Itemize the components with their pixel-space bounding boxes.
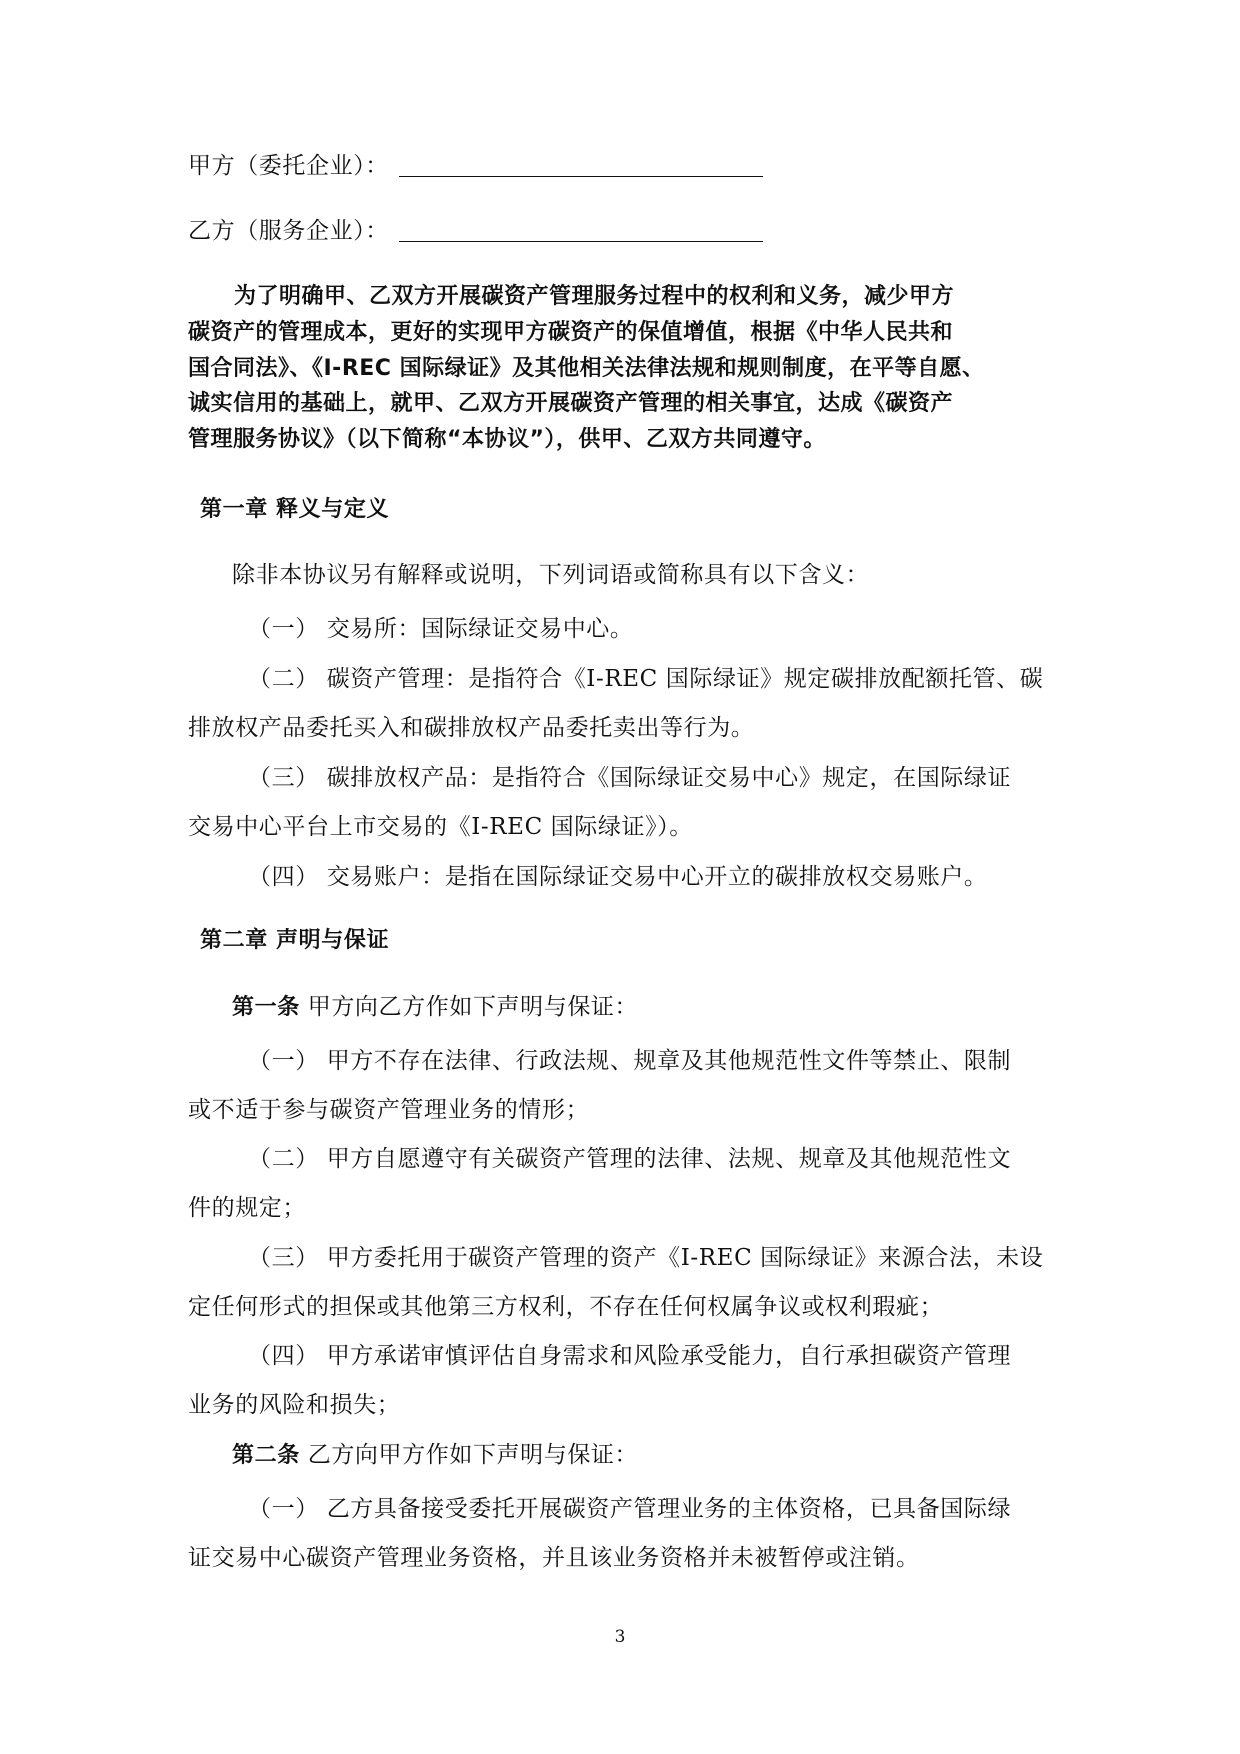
party-a-label: 甲方（委托企业）： xyxy=(188,153,389,179)
article-2-text: 乙方向甲方作如下声明与保证： xyxy=(299,1442,639,1468)
preamble-line-2: 碳资产的管理成本，更好的实现甲方碳资产的保值增值，根据《中华人民共和 xyxy=(188,320,954,345)
party-b-blank-line xyxy=(399,241,763,242)
preamble-line-4: 诚实信用的基础上，就甲、乙双方开展碳资产管理的相关事宜，达成《碳资产 xyxy=(188,391,954,416)
article-1-item-4: （四） 甲方承诺审慎评估自身需求和风险承受能力，自行承担碳资产管理 xyxy=(248,1343,1012,1369)
article-1-item-4-cont: 业务的风险和损失； xyxy=(188,1392,401,1418)
party-a-blank-line xyxy=(399,176,763,177)
page-number: 3 xyxy=(614,1627,626,1647)
article-2-item-1: （一） 乙方具备接受委托开展碳资产管理业务的主体资格，已具备国际绿 xyxy=(248,1496,1012,1522)
chapter-1-intro: 除非本协议另有解释或说明，下列词语或简称具有以下含义： xyxy=(232,562,870,588)
preamble-line-1: 为了明确甲、乙双方开展碳资产管理服务过程中的权利和义务，减少甲方 xyxy=(234,284,955,309)
article-1-item-3-cont: 定任何形式的担保或其他第三方权利，不存在任何权属争议或权利瑕疵； xyxy=(188,1294,944,1320)
definition-item-2: （二） 碳资产管理：是指符合《I-REC 国际绿证》规定碳排放配额托管、碳 xyxy=(248,666,1044,692)
article-1-item-1: （一） 甲方不存在法律、行政法规、规章及其他规范性文件等禁止、限制 xyxy=(248,1048,1012,1074)
article-1-item-3: （三） 甲方委托用于碳资产管理的资产《I-REC 国际绿证》来源合法，未设 xyxy=(248,1245,1044,1271)
definition-item-4: （四） 交易账户：是指在国际绿证交易中心开立的碳排放权交易账户。 xyxy=(248,864,988,890)
article-2-number: 第二条 xyxy=(232,1443,300,1468)
definition-item-3: （三） 碳排放权产品：是指符合《国际绿证交易中心》规定，在国际绿证 xyxy=(248,765,1012,791)
chapter-2-title: 第二章 声明与保证 xyxy=(200,928,390,953)
definition-item-3-cont: 交易中心平台上市交易的《I-REC 国际绿证》）。 xyxy=(188,814,693,840)
preamble-line-5: 管理服务协议》（以下简称“本协议”），供甲、乙双方共同遵守。 xyxy=(188,427,826,452)
preamble-line-3: 国合同法》、《I-REC 国际绿证》及其他相关法律法规和规则制度，在平等自愿、 xyxy=(188,356,985,381)
article-1-item-2: （二） 甲方自愿遵守有关碳资产管理的法律、法规、规章及其他规范性文 xyxy=(248,1146,1012,1172)
definition-item-1: （一） 交易所：国际绿证交易中心。 xyxy=(248,616,634,642)
article-1-number: 第一条 xyxy=(232,995,300,1020)
definition-item-2-cont: 排放权产品委托买入和碳排放权产品委托卖出等行为。 xyxy=(188,715,755,741)
article-1 xyxy=(232,992,638,1023)
article-1-item-2-cont: 件的规定； xyxy=(188,1195,306,1221)
article-1-text: 甲方向乙方作如下声明与保证： xyxy=(299,994,639,1020)
article-1-item-1-cont: 或不适于参与碳资产管理业务的情形； xyxy=(188,1097,590,1123)
chapter-1-title: 第一章 释义与定义 xyxy=(200,497,390,522)
article-2-item-1-cont: 证交易中心碳资产管理业务资格，并且该业务资格并未被暂停或注销。 xyxy=(188,1545,920,1571)
article-2 xyxy=(232,1440,638,1471)
party-b-label: 乙方（服务企业）： xyxy=(188,218,389,244)
